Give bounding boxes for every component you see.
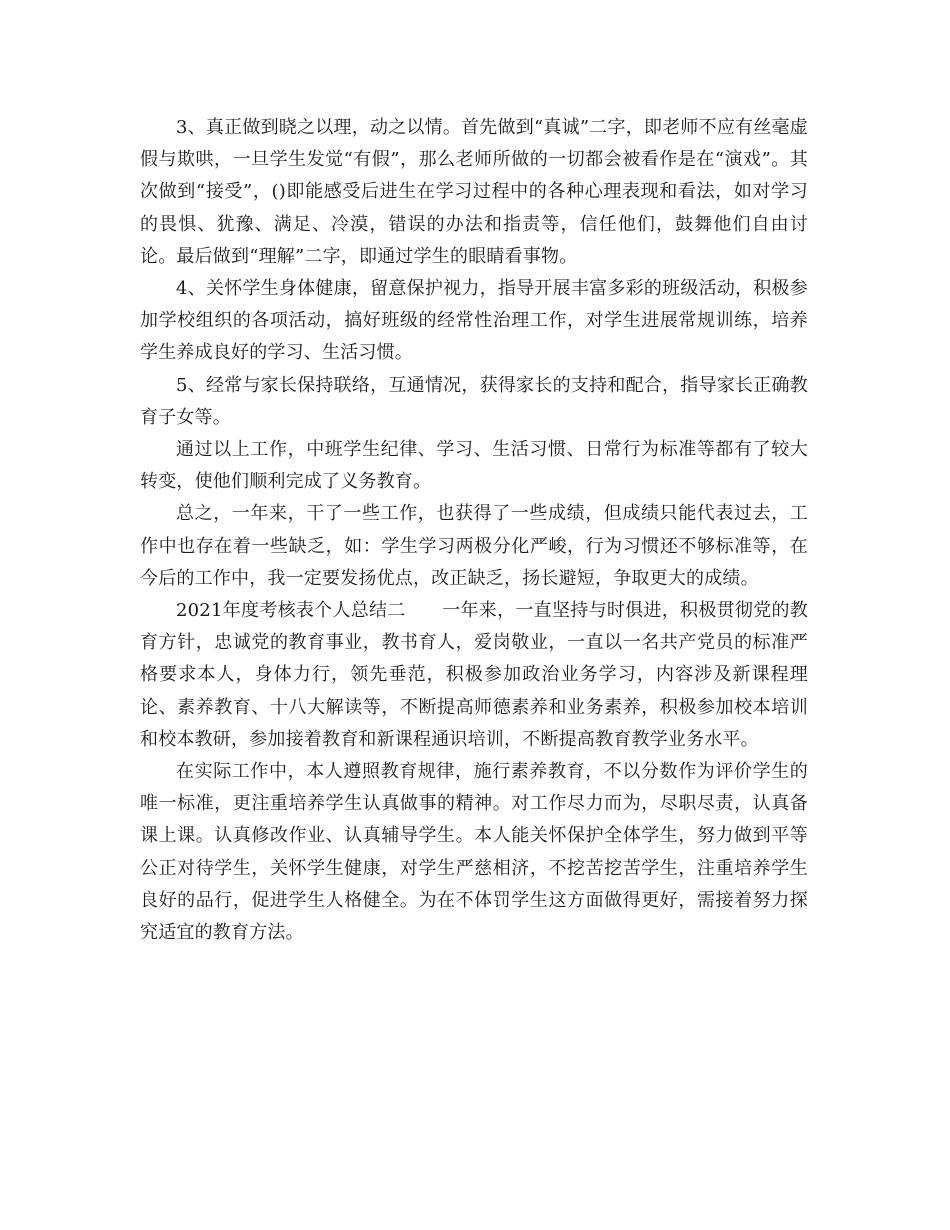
paragraph-item-4: 4、关怀学生身体健康，留意保护视力，指导开展丰富多彩的班级活动，积极参加学校组织的各项活动，搞好班级的经常性治理工作，对学生进展常规训练，培养学生养成良好的学习、生活习惯。 (140, 278, 808, 364)
paragraph-item-5: 5、经常与家长保持联络，互通情况，获得家长的支持和配合，指导家长正确教育子女等。 (140, 374, 808, 428)
paragraph-item-3: 3、真正做到晓之以理，动之以情。首先做到“真诚”二字，即老师不应有丝毫虚假与欺哄，一旦学生发觉“有假”，那么老师所做的一切都会被看作是在“演戏”。其次做到“接受”，()即能感受后进生在学习过程中的各种心理表现和看法，如对学习的畏惧、犹豫、满足、冷漠，错误的办法和指责等，信任他们，鼓舞他们自由讨论。最后做到“理解”二字，即通过学生的眼睛看事物。 (140, 117, 808, 267)
document-body (140, 112, 808, 949)
paragraph-annual-review-two: 2021年度考核表个人总结二 一年来，一直坚持与时俱进，积极贯彻党的教育方针，忠诚党的教育事业，教书育人，爱岗敬业，一直以一名共产党员的标准严格要求本人，身体力行，领先垂范，积极参加政治业务学习，内容涉及新课程理论、素养教育、十八大解读等，不断提高师德素养和业务素养，积极参加校本培训和校本教研，参加接着教育和新课程通识培训，不断提高教育教学业务水平。 (140, 600, 808, 750)
paragraph-practical-work: 在实际工作中，本人遵照教育规律，施行素养教育，不以分数作为评价学生的唯一标准，更注重培养学生认真做事的精神。对工作尽力而为，尽职尽责，认真备课上课。认真修改作业、认真辅导学生。本人能关怀保护全体学生，努力做到平等公正对待学生，关怀学生健康，对学生严慈相济，不挖苦挖苦学生，注重培养学生良好的品行，促进学生人格健全。为在不体罚学生这方面做得更好，需接着努力探究适宜的教育方法。 (140, 761, 808, 944)
paragraph-summary-work: 通过以上工作，中班学生纪律、学习、生活习惯、日常行为标准等都有了较大转变，使他们顺利完成了义务教育。 (140, 439, 808, 493)
paragraph-conclusion: 总之，一年来，干了一些工作，也获得了一些成绩，但成绩只能代表过去，工作中也存在着一些缺乏，如：学生学习两极分化严峻，行为习惯还不够标准等，在今后的工作中，我一定要发扬优点，改正缺乏，扬长避短，争取更大的成绩。 (140, 503, 808, 589)
